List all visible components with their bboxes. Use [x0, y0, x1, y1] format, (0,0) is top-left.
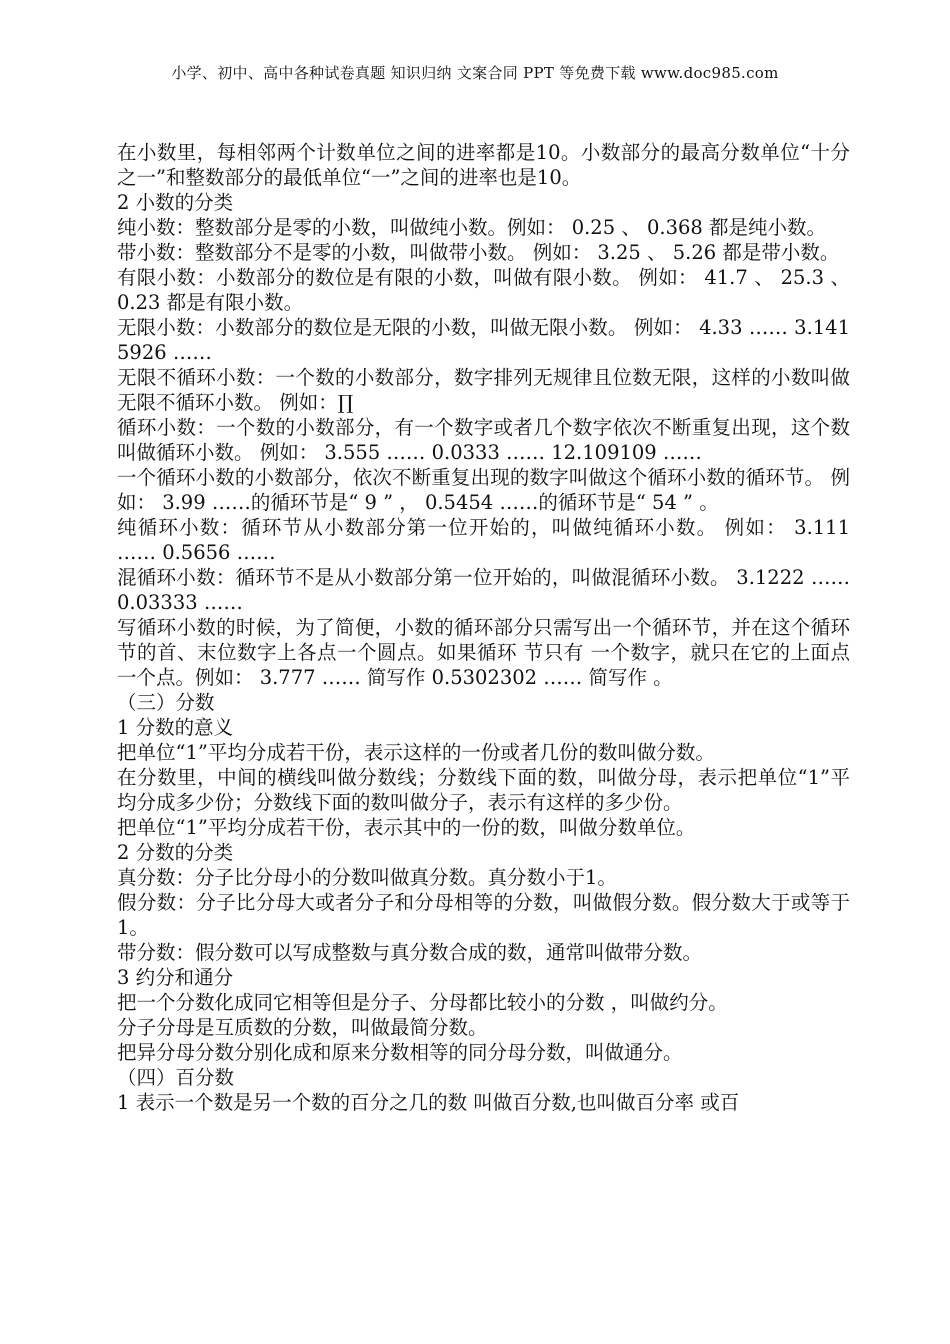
paragraph: 把单位“1”平均分成若干份，表示这样的一份或者几份的数叫做分数。: [117, 741, 715, 764]
paragraph: 真分数：分子比分母小的分数叫做真分数。真分数小于1。: [117, 866, 617, 889]
paragraph: 带小数：整数部分不是零的小数，叫做带小数。 例如： 3.25 、 5.26 都是带小数。: [117, 241, 840, 264]
paragraph: 把异分母分数分别化成和原来分数相等的同分母分数，叫做通分。: [117, 1041, 683, 1064]
paragraph: 在分数里，中间的横线叫做分数线；分数线下面的数，叫做分母，表示把单位“1”平均分成多少份；分数线下面的数叫做分子，表示有这样的多少份。: [117, 766, 850, 814]
section-heading: 1 分数的意义: [117, 716, 234, 739]
paragraph: 纯循环小数：循环节从小数部分第一位开始的，叫做纯循环小数。 例如： 3.111 …… 0.5656 ……: [117, 516, 850, 564]
paragraph: 无限不循环小数：一个数的小数部分，数字排列无规律且位数无限，这样的小数叫做无限不循环小数。 例如：∏: [117, 366, 850, 414]
paragraph: 纯小数：整数部分是零的小数，叫做纯小数。例如： 0.25 、 0.368 都是纯小数。: [117, 216, 827, 239]
paragraph: 把单位“1”平均分成若干份，表示其中的一份的数，叫做分数单位。: [117, 816, 696, 839]
document-body: [117, 140, 850, 1115]
paragraph: 带分数：假分数可以写成整数与真分数合成的数，通常叫做带分数。: [117, 941, 703, 964]
paragraph: 有限小数：小数部分的数位是有限的小数，叫做有限小数。 例如： 41.7 、 25.3 、 0.23 都是有限小数。: [117, 266, 850, 314]
paragraph: 写循环小数的时候，为了简便，小数的循环部分只需写出一个循环节，并在这个循环节的首、末位数字上各点一个圆点。如果循环 节只有 一个数字，就只在它的上面点一个点。例如： 3.777 …… 简写作 0.5302302 …… 简写作 。: [117, 616, 850, 689]
paragraph: 1 表示一个数是另一个数的百分之几的数 叫做百分数,也叫做百分率 或百: [117, 1091, 740, 1114]
page-header: 小学、初中、高中各种试卷真题 知识归纳 文案合同 PPT 等免费下载 www.doc985.com: [171, 64, 779, 82]
section-heading: （四）百分数: [117, 1066, 235, 1089]
section-heading: 3 约分和通分: [117, 966, 234, 989]
paragraph: 一个循环小数的小数部分，依次不断重复出现的数字叫做这个循环小数的循环节。 例如： 3.99 ……的循环节是“ 9 ” ， 0.5454 ……的循环节是“ 54 ” 。: [117, 466, 850, 514]
paragraph: 混循环小数：循环节不是从小数部分第一位开始的，叫做混循环小数。 3.1222 …… 0.03333 ……: [117, 566, 850, 614]
section-heading: （三）分数: [117, 691, 215, 714]
paragraph: 假分数：分子比分母大或者分子和分母相等的分数，叫做假分数。假分数大于或等于1。: [117, 891, 850, 939]
section-heading: 2 小数的分类: [117, 191, 234, 214]
paragraph: 在小数里，每相邻两个计数单位之间的进率都是10。小数部分的最高分数单位“十分之一”和整数部分的最低单位“一”之间的进率也是10。: [117, 141, 850, 189]
section-heading: 2 分数的分类: [117, 841, 234, 864]
paragraph: 把一个分数化成同它相等但是分子、分母都比较小的分数 ，叫做约分。: [117, 991, 728, 1014]
paragraph: 无限小数：小数部分的数位是无限的小数，叫做无限小数。 例如： 4.33 …… 3.1415926 ……: [117, 316, 850, 364]
paragraph: 分子分母是互质数的分数，叫做最简分数。: [117, 1016, 488, 1039]
paragraph: 循环小数：一个数的小数部分，有一个数字或者几个数字依次不断重复出现，这个数叫做循环小数。 例如： 3.555 …… 0.0333 …… 12.109109 ……: [117, 416, 850, 464]
